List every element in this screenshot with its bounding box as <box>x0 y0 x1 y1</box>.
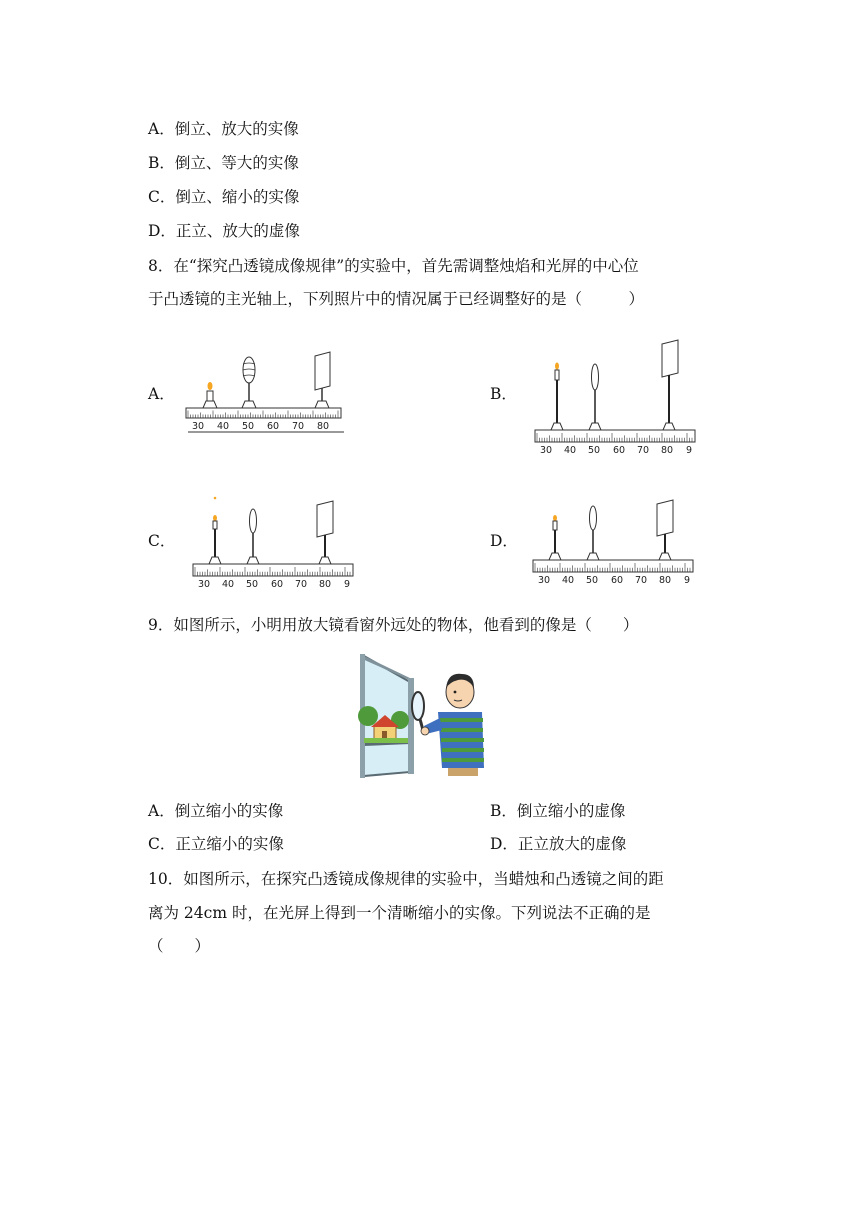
tick-label: 70 <box>292 421 305 432</box>
tick-label: 60 <box>613 445 626 456</box>
screen-icon <box>657 500 673 560</box>
q9-stem: 9．如图所示，小明用放大镜看窗外远处的物体，他看到的像是（ ） <box>148 616 639 634</box>
q8-figure-b <box>530 335 700 460</box>
tick-label: 9 <box>684 575 691 586</box>
q8-label-a: A． <box>148 385 175 403</box>
q7-option-a: A．倒立、放大的实像 <box>148 120 299 138</box>
candle-icon <box>203 382 217 408</box>
tick-label: 50 <box>242 421 255 432</box>
tick-label: 60 <box>271 579 284 590</box>
candle-icon <box>549 515 561 560</box>
tick-label: 50 <box>586 575 599 586</box>
screen-icon <box>317 501 333 564</box>
tick-label: 9 <box>686 445 693 456</box>
tick-label: 80 <box>659 575 672 586</box>
q9-illustration <box>350 652 490 780</box>
candle-icon <box>209 497 221 564</box>
tick-label: 80 <box>317 421 330 432</box>
q9-option-d: D．正立放大的虚像 <box>490 835 627 853</box>
tick-label: 80 <box>319 579 332 590</box>
tick-label: 40 <box>562 575 575 586</box>
optical-bench <box>535 430 695 442</box>
tick-label: 60 <box>267 421 280 432</box>
optical-bench <box>193 564 353 576</box>
tick-label: 30 <box>540 445 553 456</box>
q8-label-c: C． <box>148 532 176 550</box>
tick-label: 80 <box>661 445 674 456</box>
q9-option-b: B．倒立缩小的虚像 <box>490 802 626 820</box>
q8-figure-d <box>528 492 698 592</box>
q8-label-d: D． <box>490 532 518 550</box>
q10-stem-line1: 10．如图所示，在探究凸透镜成像规律的实验中，当蜡烛和凸透镜之间的距 <box>148 870 664 888</box>
candle-icon <box>551 363 563 431</box>
optical-bench <box>533 560 693 572</box>
q8-stem-line1: 8．在“探究凸透镜成像规律”的实验中，首先需调整烛焰和光屏的中心位 <box>148 257 639 275</box>
q10-stem-line3: （ ） <box>148 937 211 955</box>
tick-label: 70 <box>635 575 648 586</box>
q7-option-c: C．倒立、缩小的实像 <box>148 188 300 206</box>
q7-option-b: B．倒立、等大的实像 <box>148 154 299 172</box>
q8-figure-c <box>188 492 358 592</box>
tick-label: 70 <box>637 445 650 456</box>
q8-stem-line2: 于凸透镜的主光轴上，下列照片中的情况属于已经调整好的是（ ） <box>148 290 645 308</box>
screen-icon <box>315 352 330 408</box>
tick-label: 50 <box>246 579 259 590</box>
tick-label: 30 <box>198 579 211 590</box>
q8-label-b: B． <box>490 385 517 403</box>
tick-label: 40 <box>217 421 230 432</box>
tick-label: 40 <box>564 445 577 456</box>
q9-option-a: A．倒立缩小的实像 <box>148 802 284 820</box>
screen-icon <box>662 340 678 430</box>
tick-label: 30 <box>538 575 551 586</box>
q9-option-c: C．正立缩小的实像 <box>148 835 284 853</box>
convex-lens-icon <box>247 509 259 564</box>
tick-label: 70 <box>295 579 308 590</box>
convex-lens-icon <box>242 357 256 408</box>
tick-label: 60 <box>611 575 624 586</box>
tick-label: 40 <box>222 579 235 590</box>
tick-label: 9 <box>344 579 351 590</box>
convex-lens-icon <box>587 506 599 560</box>
q8-figure-a <box>180 350 350 440</box>
boy-figure-icon <box>421 674 484 776</box>
tick-label: 50 <box>588 445 601 456</box>
q10-stem-line2: 离为 24cm 时，在光屏上得到一个清晰缩小的实像。下列说法不正确的是 <box>148 904 651 922</box>
q7-option-d: D．正立、放大的虚像 <box>148 222 300 240</box>
convex-lens-icon <box>589 364 601 430</box>
tick-label: 30 <box>192 421 205 432</box>
